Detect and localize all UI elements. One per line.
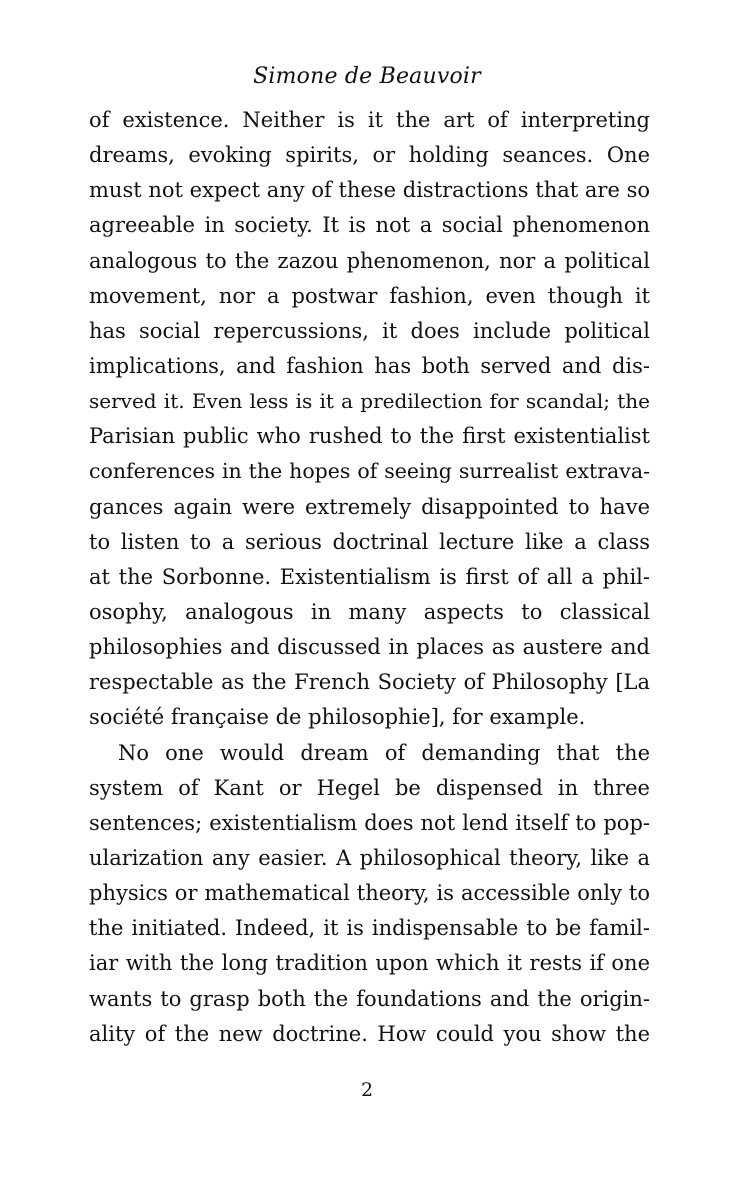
text-line: conferences in the hopes of seeing surrealist extrava- xyxy=(89,459,650,484)
text-line: philosophies and discussed in places as austere and xyxy=(89,635,650,660)
paragraph-2 xyxy=(89,736,650,1052)
text-line: No one would dream of demanding that the xyxy=(118,740,650,765)
text-line: has social repercussions, it does include political xyxy=(89,318,650,343)
paragraph-1 xyxy=(89,103,650,736)
text-line: agreeable in society. It is not a social phenomenon xyxy=(89,213,650,238)
text-line: implications, and fashion has both served and dis- xyxy=(89,353,650,378)
text-line: sentences; existentialism does not lend itself to pop- xyxy=(89,810,650,835)
text-line: ularization any easier. A philosophical theory, like a xyxy=(89,845,650,870)
text-line: must not expect any of these distractions that are so xyxy=(89,178,650,203)
text-line: wants to grasp both the foundations and the origin- xyxy=(89,986,650,1011)
text-line: ality of the new doctrine. How could you show the xyxy=(89,1021,650,1046)
text-line: of existence. Neither is it the art of interpreting xyxy=(89,108,650,132)
text-line: société française de philosophie], for example. xyxy=(89,705,586,730)
body-text xyxy=(89,103,650,1052)
running-head: Simone de Beauvoir xyxy=(253,64,481,89)
text-line: analogous to the zazou phenomenon, nor a political xyxy=(89,248,650,273)
text-line: dreams, evoking spirits, or holding seances. One xyxy=(89,143,650,168)
text-line: at the Sorbonne. Existentialism is first of all a phil- xyxy=(89,564,650,589)
text-line: the initiated. Indeed, it is indispensable to be famil- xyxy=(89,916,650,941)
page-number: 2 xyxy=(360,1079,374,1101)
text-line: respectable as the French Society of Philosophy [La xyxy=(89,670,650,695)
text-line: served it. Even less is it a predilection for scandal; the xyxy=(89,389,650,414)
text-line: Parisian public who rushed to the first existentialist xyxy=(89,424,650,449)
text-line: gances again were extremely disappointed to have xyxy=(89,494,650,519)
text-line: physics or mathematical theory, is accessible only to xyxy=(89,881,650,906)
text-line: to listen to a serious doctrinal lecture like a class xyxy=(89,529,650,554)
text-line: osophy, analogous in many aspects to classical xyxy=(89,599,650,624)
text-line: iar with the long tradition upon which it rests if one xyxy=(89,951,650,976)
text-line: system of Kant or Hegel be dispensed in three xyxy=(89,775,650,800)
text-line: movement, nor a postwar fashion, even though it xyxy=(89,283,650,308)
